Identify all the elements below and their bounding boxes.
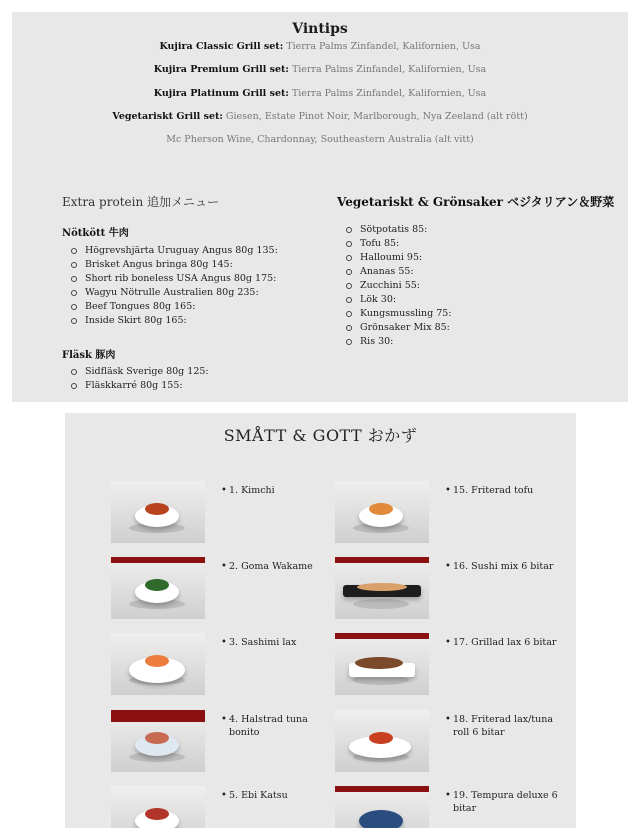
list-item: Fläskkarré 80g 155: [62,379,209,393]
extra-protein-title: Extra protein 追加メニュー [62,195,220,209]
notkott-heading: Nötkött 牛肉 [62,228,129,239]
dish-photo [335,481,429,543]
wine-tip-platinum [12,88,628,99]
dish-card[interactable] [111,481,331,545]
wine-and-extras-panel [12,12,628,402]
dish-photo [335,633,429,695]
dish-card[interactable] [335,633,555,697]
dish-photo [335,786,429,828]
dish-label: • 15. Friterad tofu [445,484,565,497]
wine-tip-label: Kujira Premium Grill set: [153,64,289,75]
wine-tip-label: Vegetariskt Grill set: [112,111,223,122]
wine-tip-text: Giesen, Estate Pinot Noir, Marlborough, Nya Zeeland (alt rött) [225,111,528,122]
list-item: Brisket Angus bringa 80g 145: [62,258,278,272]
smatt-gott-title: SMÅTT & GOTT おかず [223,426,418,445]
list-item: Lök 30: [337,293,452,307]
list-item: Beef Tongues 80g 165: [62,300,278,314]
dish-card[interactable] [111,557,331,621]
vegetariskt-title: Vegetariskt & Grönsaker ベジタリアン＆野菜 [337,195,615,209]
dish-card[interactable] [335,481,555,545]
dish-label: • 19. Tempura deluxe 6 bitar [445,789,565,815]
wine-tip-text: Tierra Palms Zinfandel, Kalifornien, Usa [291,88,487,99]
dish-card[interactable] [111,786,331,828]
dish-photo [111,481,205,543]
list-item: Short rib boneless USA Angus 80g 175: [62,272,278,286]
dish-label: • 5. Ebi Katsu [221,789,341,802]
dish-card[interactable] [335,786,558,828]
wine-tip-text: Tierra Palms Zinfandel, Kalifornien, Usa [286,41,481,52]
list-item: Halloumi 95: [337,251,452,265]
list-item: Kungsmussling 75: [337,307,452,321]
dish-label: • 2. Goma Wakame [221,560,341,573]
list-item: Ananas 55: [337,265,452,279]
wine-tip-text: Tierra Palms Zinfandel, Kalifornien, Usa [291,64,487,75]
smatt-gott-panel [65,413,576,828]
list-item: Grönsaker Mix 85: [337,321,452,335]
wine-tip-text: Mc Pherson Wine, Chardonnay, Southeastern Australia (alt vitt) [166,134,474,145]
dish-label: • 18. Friterad lax/tuna roll 6 bitar [445,713,565,739]
list-item: Sidfläsk Sverige 80g 125: [62,365,209,379]
wine-tip-classic [12,41,628,52]
list-item: Zucchini 55: [337,279,452,293]
dish-photo [111,710,205,772]
flask-list [62,365,209,393]
dish-label: • 16. Sushi mix 6 bitar [445,560,565,573]
vintips-title: Vintips [292,21,348,37]
dish-label: • 1. Kimchi [221,484,341,497]
dish-card[interactable] [335,557,555,621]
wine-tip-vegetarian [12,111,628,122]
dish-card[interactable] [335,710,555,774]
wine-tip-label: Kujira Classic Grill set: [159,41,284,52]
notkott-list [62,244,278,328]
wine-tip-label: Kujira Platinum Grill set: [153,88,289,99]
list-item: Högrevshjärta Uruguay Angus 80g 135: [62,244,278,258]
list-item: Ris 30: [337,335,452,349]
dish-photo [335,557,429,619]
wine-tip-premium [12,64,628,75]
list-item: Tofu 85: [337,237,452,251]
wine-tip-white [12,134,628,145]
dish-photo [335,710,429,772]
dish-photo [111,557,205,619]
list-item: Inside Skirt 80g 165: [62,314,278,328]
dish-label: • 17. Grillad lax 6 bitar [445,636,565,649]
dish-card[interactable] [111,633,331,697]
dish-card[interactable] [111,710,331,774]
dish-label: • 3. Sashimi lax [221,636,341,649]
dish-photo [111,786,205,828]
list-item: Sötpotatis 85: [337,223,452,237]
dish-photo [111,633,205,695]
vegetariskt-list [337,223,452,349]
dish-label: • 4. Halstrad tuna bonito [221,713,341,739]
list-item: Wagyu Nötrulle Australien 80g 235: [62,286,278,300]
flask-heading: Fläsk 豚肉 [62,350,116,361]
